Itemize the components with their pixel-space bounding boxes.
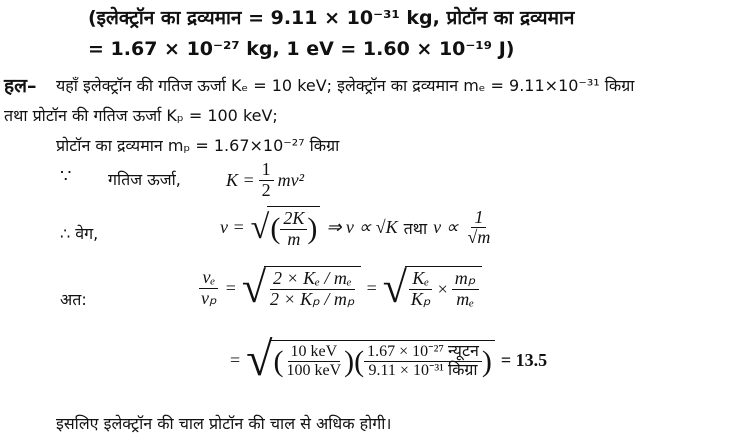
velocity-prop-2-num: 1 xyxy=(471,208,486,229)
velocity-formula xyxy=(220,206,493,250)
calc-a-num: 10 keV xyxy=(288,343,341,362)
ke-formula-rhs: mv² xyxy=(277,169,305,190)
velocity-lhs: v = xyxy=(220,217,245,238)
ke-label: गतिज ऊर्जा, xyxy=(108,170,181,189)
velocity-radical: √ ( $\frac{2K}{m}$ ) xyxy=(251,206,321,250)
ratio-k-num: Kₑ xyxy=(409,269,432,290)
solution-line-2: तथा प्रोटॉन की गतिज ऊर्जा Kₚ = 100 keV; xyxy=(4,106,278,125)
calc-formula: = √ ( $\frac{\text{10 keV}}{\text{100 keV}}$ ) ( $\frac{\text{1.67 × 10⁻²⁷ न्यूटन}}{\text{9.11 × 10⁻³¹ किग्रा}}$ ) = 13.5 xyxy=(230,333,548,386)
hence-label: अत: xyxy=(60,290,87,309)
conclusion: इसलिए इलेक्ट्रॉन की चाल प्रोटॉन की चाल से अधिक होगी। xyxy=(56,414,392,433)
velocity-prop-2-den: √m xyxy=(467,227,491,248)
calc-b-num: 1.67 × 10⁻²⁷ न्यूटन xyxy=(364,343,482,362)
calc-b-den: 9.11 × 10⁻³¹ किग्रा xyxy=(368,362,478,379)
ratio-radical-2: √ $\frac{\text{Kₑ}}{\text{Kₚ}}$ × $\frac{\text{mₚ}}{\text{mₑ}}$ xyxy=(383,266,482,310)
because-symbol: ∵ xyxy=(60,166,72,186)
solution-line-1: यहाँ इलेक्ट्रॉन की गतिज ऊर्जा Kₑ = 10 keV; इलेक्ट्रॉन का द्रव्यमान mₑ = 9.11×10⁻³¹ किग्रा xyxy=(56,76,635,95)
velocity-prop-2-lhs: v ∝ xyxy=(433,217,459,238)
velocity-prop-1: ⇒ v ∝ √K xyxy=(326,217,398,238)
given-line-2: = 1.67 × 10⁻²⁷ kg, 1 eV = 1.60 × 10⁻¹⁹ J) xyxy=(88,38,515,60)
ratio-times: × xyxy=(437,279,448,299)
calc-result: = 13.5 xyxy=(500,349,548,370)
ratio-inner-den: 2 × Kₚ / mₚ xyxy=(270,289,355,309)
velocity-and: तथा xyxy=(403,218,428,238)
therefore-label: ∴ वेग, xyxy=(60,224,99,243)
calc-a-den: 100 keV xyxy=(286,362,342,379)
velocity-den: m xyxy=(287,228,301,249)
given-line-1: (इलेक्ट्रॉन का द्रव्यमान = 9.11 × 10⁻³¹ kg, प्रोटॉन का द्रव्यमान xyxy=(88,7,575,29)
solution-heading: हल– xyxy=(4,75,37,97)
ke-formula-lhs: K = xyxy=(226,169,255,190)
solution-line-3: प्रोटॉन का द्रव्यमान mₚ = 1.67×10⁻²⁷ किग्रा xyxy=(56,136,340,155)
ratio-formula: $\frac{\text{vₑ}}{\text{vₚ}}$ = √ $\frac{\text{2 × Kₑ / mₑ}}{\text{2 × Kₚ / mₚ}}$ = √ $\frac{\text{Kₑ}}{\text{Kₚ}}$ × $\frac{\text{mₚ}}{\text{mₑ}}$ xyxy=(198,266,482,310)
ratio-m-num: mₚ xyxy=(452,269,479,290)
calc-radical: √ ( $\frac{\text{10 keV}}{\text{100 keV}}$ ) ( $\frac{\text{1.67 × 10⁻²⁷ न्यूटन}}{\text{9.11 × 10⁻³¹ किग्रा}}$ ) xyxy=(246,336,495,384)
ratio-m-den: mₑ xyxy=(456,289,474,309)
velocity-num: 2K xyxy=(280,209,307,230)
ke-fraction-num: 1 xyxy=(259,160,274,181)
ke-fraction-den: 2 xyxy=(261,179,271,200)
ke-formula xyxy=(226,160,304,201)
ke-fraction xyxy=(259,160,274,201)
ratio-inner-num: 2 × Kₑ / mₑ xyxy=(270,269,355,290)
ratio-radical-1: √ $\frac{\text{2 × Kₑ / mₑ}}{\text{2 × Kₚ / mₚ}}$ xyxy=(242,266,361,310)
ratio-num: vₑ xyxy=(199,268,218,289)
ratio-k-den: Kₚ xyxy=(410,289,431,309)
ratio-den: vₚ xyxy=(201,287,217,308)
